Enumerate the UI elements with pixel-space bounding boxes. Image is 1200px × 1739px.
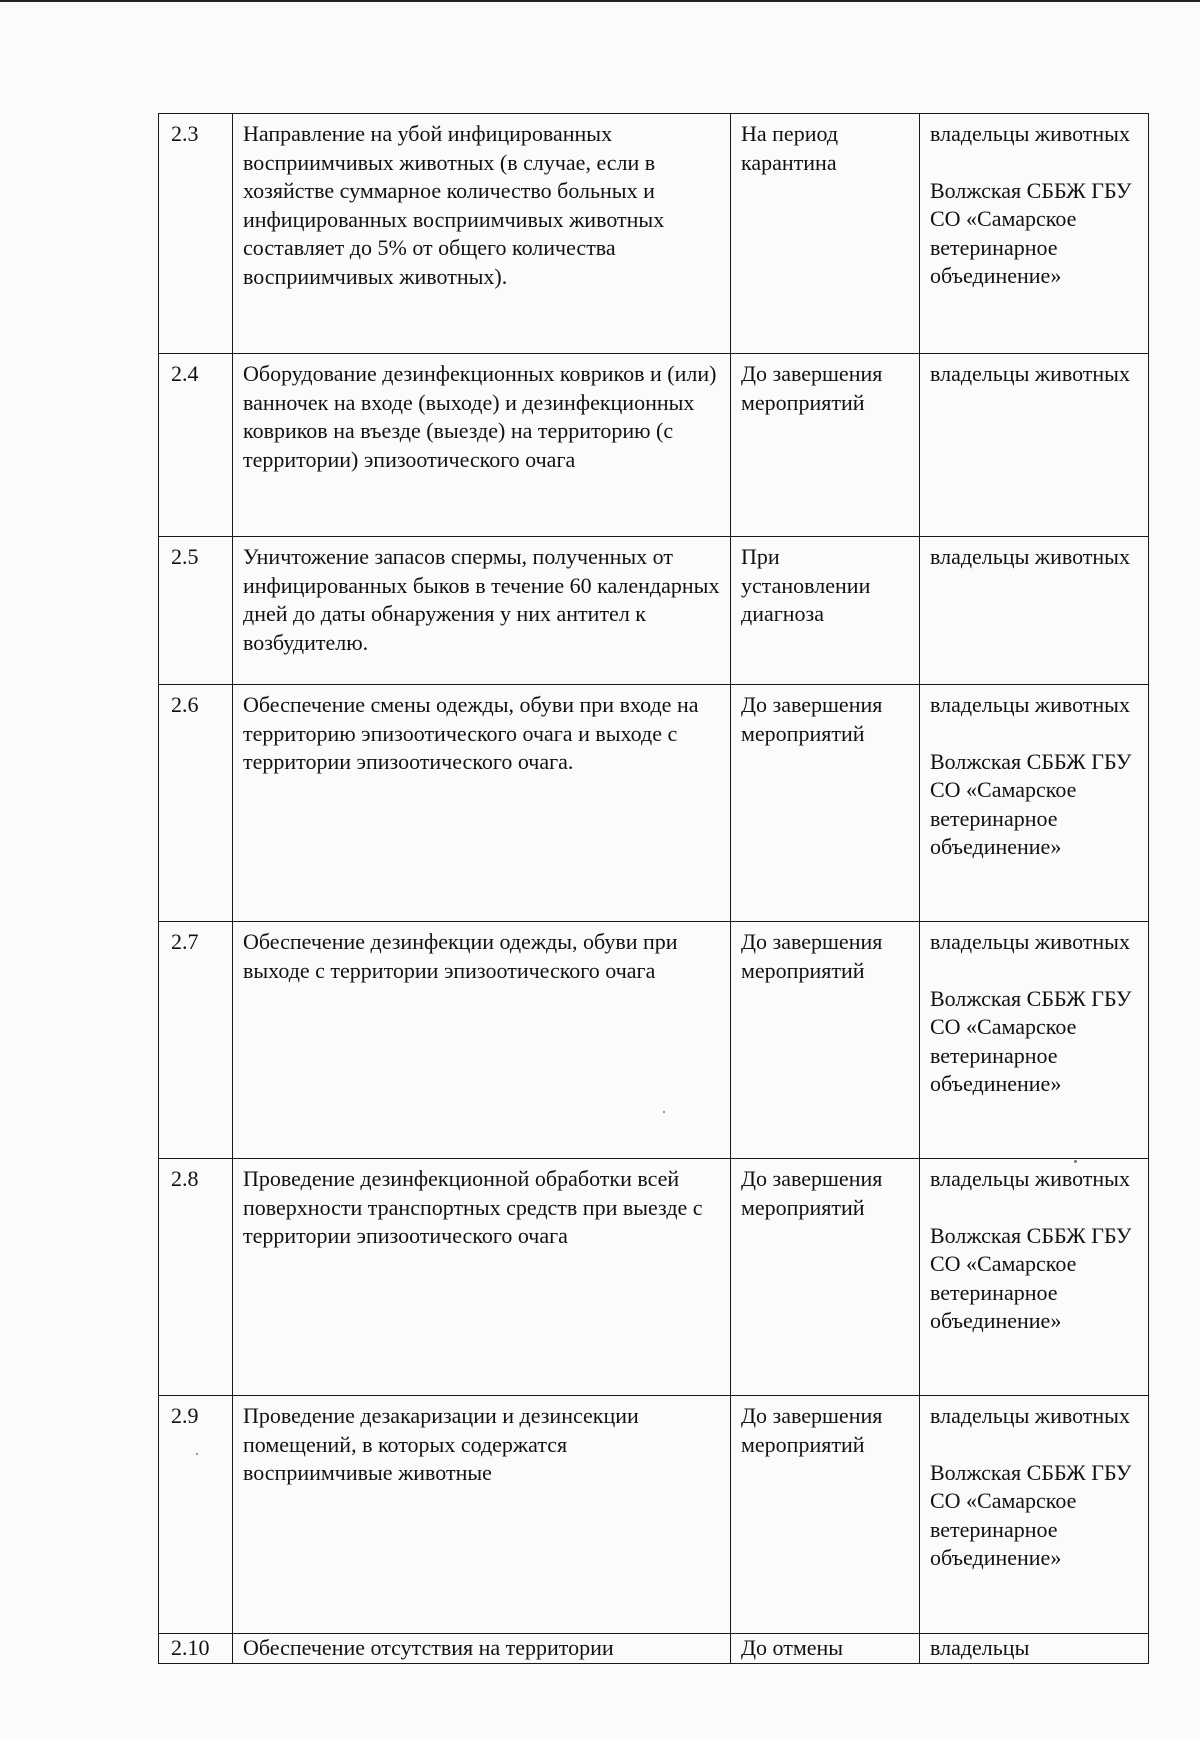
responsible-owners: владельцы животных (930, 692, 1130, 717)
responsible-cell (920, 685, 1149, 922)
measures-table (158, 113, 1149, 1664)
table-row (159, 922, 1149, 1159)
item-number: 2.5 (159, 537, 233, 685)
responsible-owners: владельцы животных (930, 361, 1130, 386)
term-text: До завершения мероприятий (731, 685, 920, 922)
measure-text: Проведение дезинфекционной обработки всей поверхности транспортных средств при выезде с территории эпизоотического очага (233, 1159, 731, 1396)
term-text: На период карантина (731, 114, 920, 354)
term-text: До завершения мероприятий (731, 1396, 920, 1634)
responsible-owners: владельцы животных (930, 929, 1130, 954)
responsible-owners: владельцы животных (930, 1403, 1130, 1428)
item-number: 2.4 (159, 354, 233, 537)
item-number: 2.10 (159, 1634, 233, 1664)
responsible-cell (920, 922, 1149, 1159)
measure-text: Проведение дезакаризации и дезинсекции помещений, в которых содержатся восприимчивые животные (233, 1396, 731, 1634)
scan-speck (196, 1453, 198, 1455)
responsible-organization: Волжская СББЖ ГБУ СО «Самарское ветеринарное объединение» (930, 1222, 1132, 1334)
term-text: При установлении диагноза (731, 537, 920, 685)
item-number: 2.9 (159, 1396, 233, 1634)
term-text: До завершения мероприятий (731, 922, 920, 1159)
measure-text: Обеспечение смены одежды, обуви при входе на территорию эпизоотического очага и выходе с территории эпизоотического очага. (233, 685, 731, 922)
responsible-cell (920, 354, 1149, 537)
measure-text: Обеспечение отсутствия на территории (233, 1634, 731, 1664)
item-number: 2.3 (159, 114, 233, 354)
responsible-organization: Волжская СББЖ ГБУ СО «Самарское ветеринарное объединение» (930, 1459, 1132, 1571)
responsible-organization: Волжская СББЖ ГБУ СО «Самарское ветеринарное объединение» (930, 748, 1132, 860)
item-number: 2.6 (159, 685, 233, 922)
item-number: 2.7 (159, 922, 233, 1159)
responsible-cell (920, 1159, 1149, 1396)
item-number: 2.8 (159, 1159, 233, 1396)
table-row (159, 537, 1149, 685)
measure-text: Направление на убой инфицированных восприимчивых животных (в случае, если в хозяйстве суммарное количество больных и инфицированных восприимчивых животных составляет до 5% от общего количества восприимчивых животных). (233, 114, 731, 354)
responsible-organization: Волжская СББЖ ГБУ СО «Самарское ветеринарное объединение» (930, 985, 1132, 1097)
table-row (159, 1634, 1149, 1664)
measure-text: Уничтожение запасов спермы, полученных от инфицированных быков в течение 60 календарных дней до даты обнаружения у них антител к возбудителю. (233, 537, 731, 685)
responsible-cell (920, 537, 1149, 685)
responsible-cell (920, 1634, 1149, 1664)
responsible-cell (920, 114, 1149, 354)
responsible-owners: владельцы животных (930, 1166, 1130, 1191)
measure-text: Оборудование дезинфекционных ковриков и (или) ванночек на входе (выходе) и дезинфекционных ковриков на въезде (выезде) на территорию (с территории) эпизоотического очага (233, 354, 731, 537)
responsible-owners: владельцы (930, 1635, 1030, 1660)
scan-speck (1074, 1160, 1077, 1163)
table-row (159, 1159, 1149, 1396)
term-text: До завершения мероприятий (731, 1159, 920, 1396)
measure-text: Обеспечение дезинфекции одежды, обуви при выходе с территории эпизоотического очага (233, 922, 731, 1159)
responsible-owners: владельцы животных (930, 544, 1130, 569)
term-text: До отмены (731, 1634, 920, 1664)
table-row (159, 114, 1149, 354)
table-row (159, 1396, 1149, 1634)
scan-top-edge (0, 0, 1200, 2)
responsible-owners: владельцы животных (930, 121, 1130, 146)
responsible-cell (920, 1396, 1149, 1634)
responsible-organization: Волжская СББЖ ГБУ СО «Самарское ветеринарное объединение» (930, 177, 1132, 289)
scan-speck (663, 1111, 665, 1113)
term-text: До завершения мероприятий (731, 354, 920, 537)
table-row (159, 354, 1149, 537)
table-row (159, 685, 1149, 922)
